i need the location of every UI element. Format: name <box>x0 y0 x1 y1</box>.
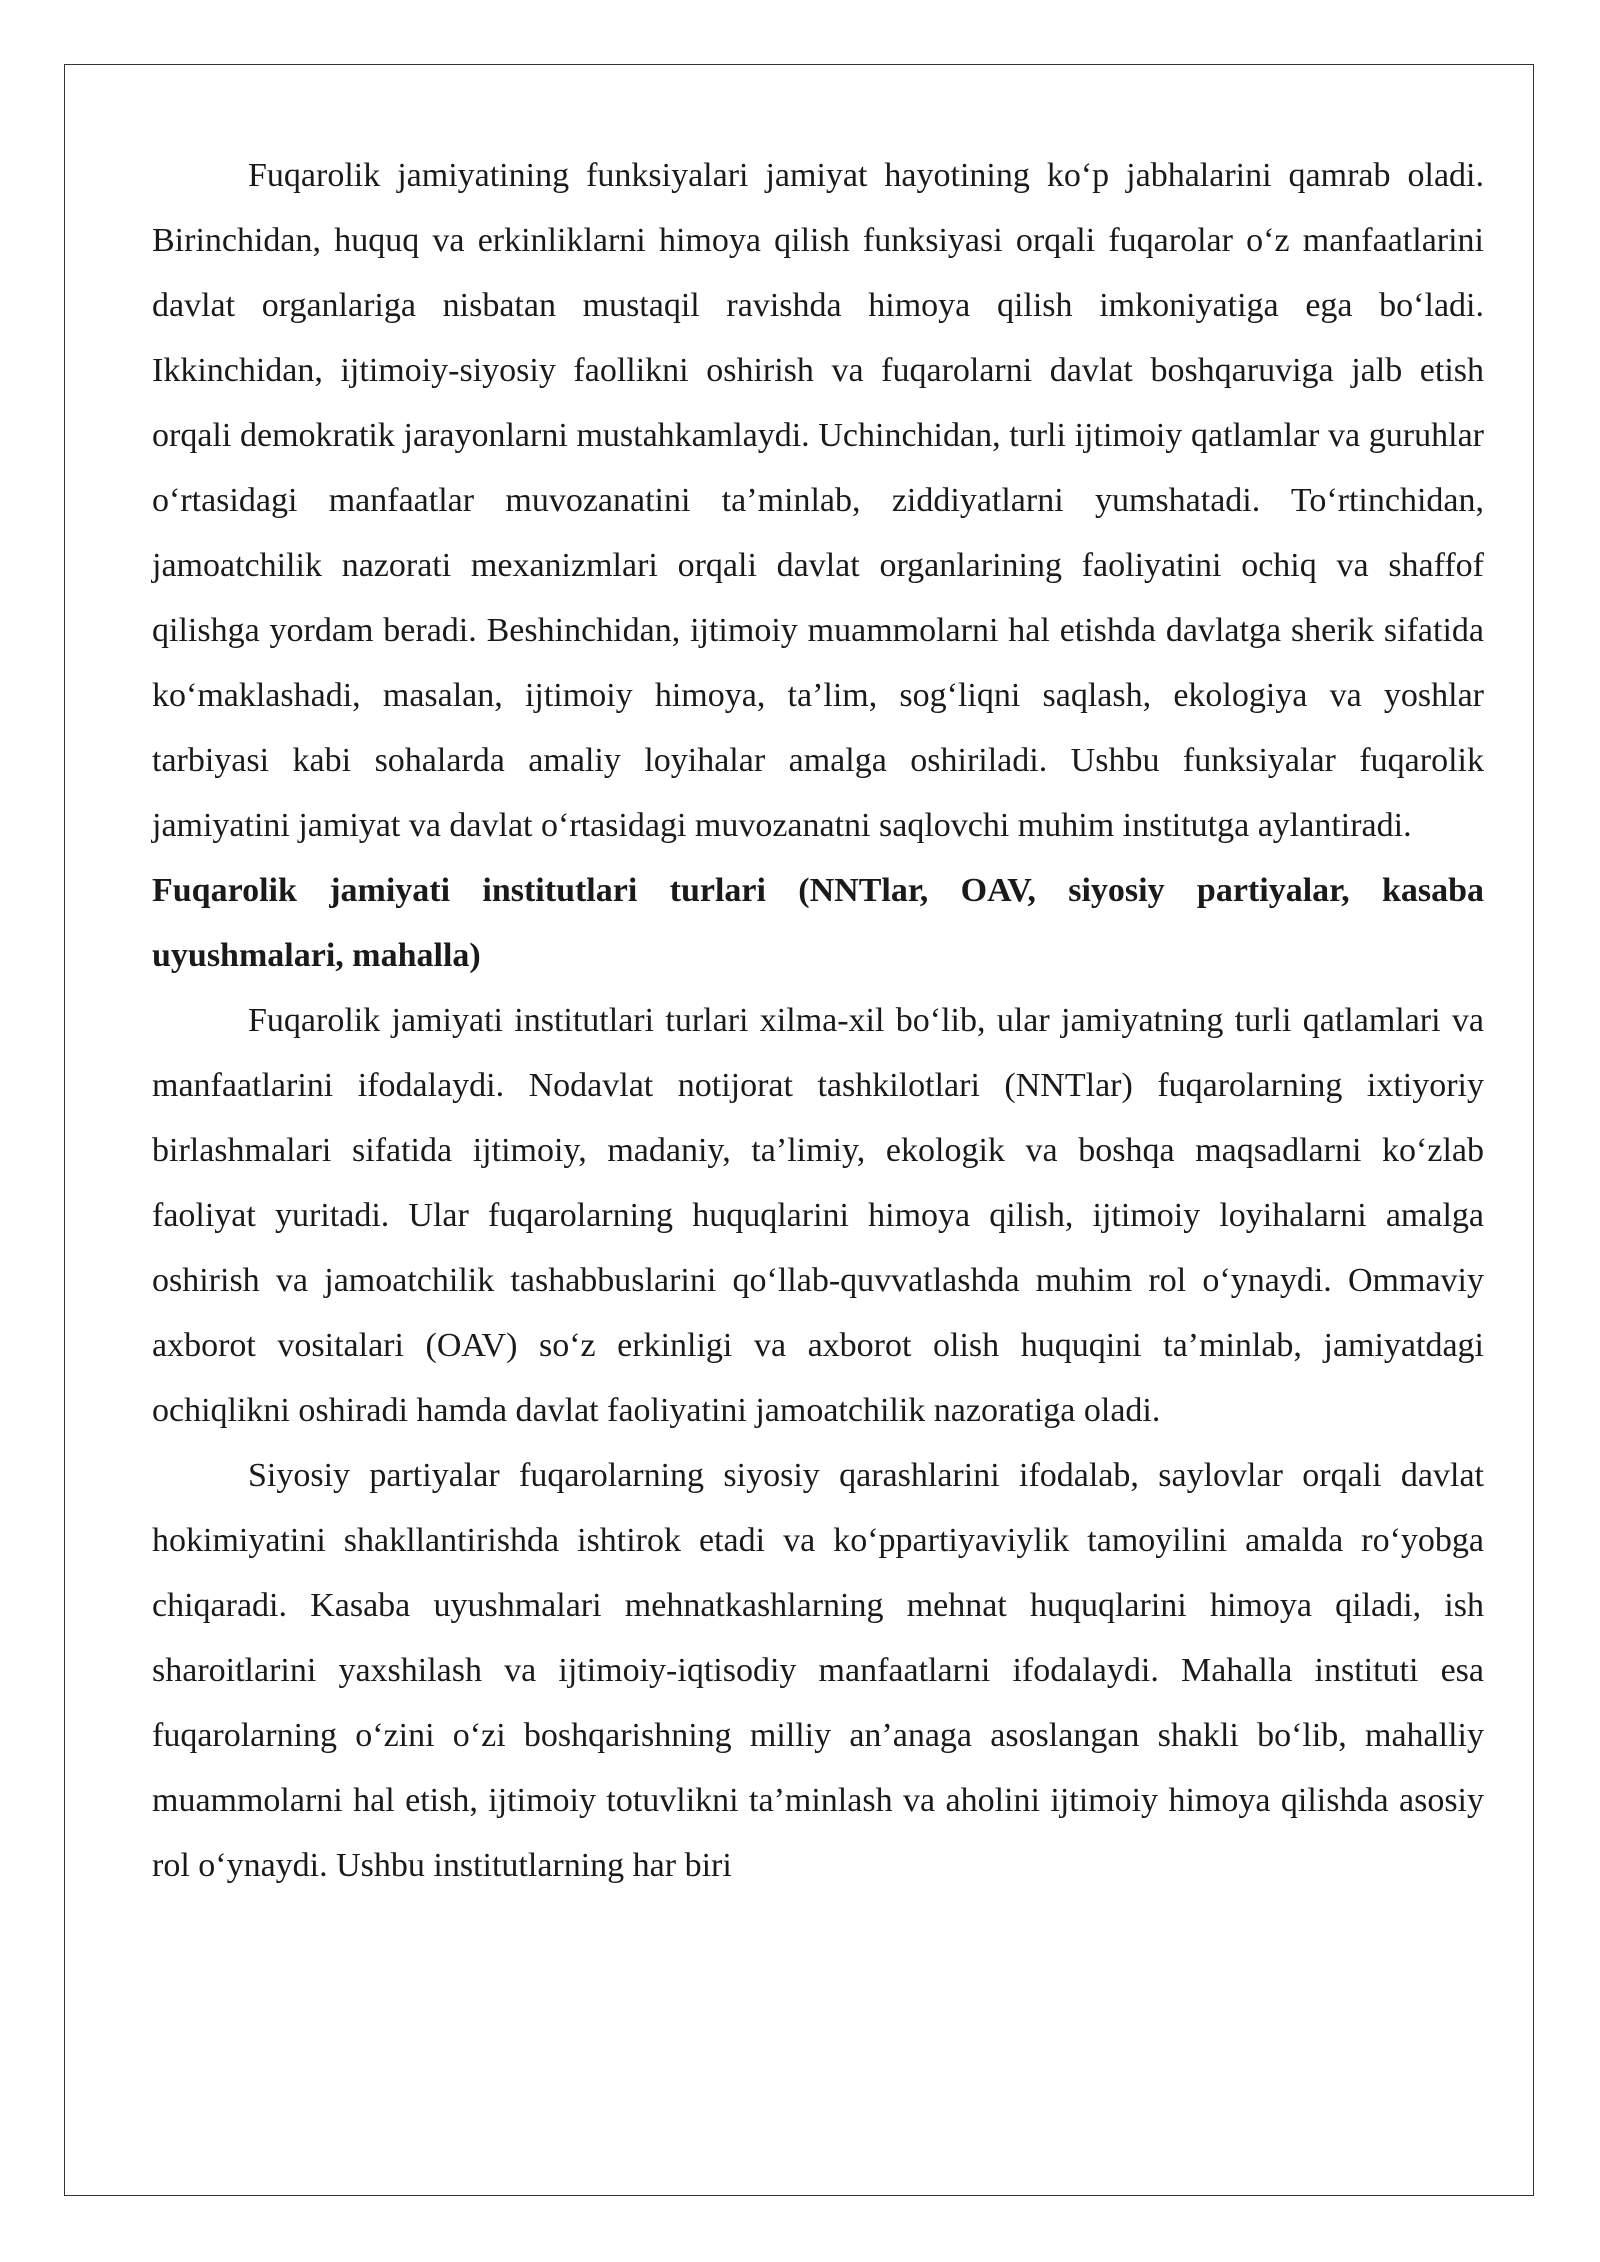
section-heading: Fuqarolik jamiyati institutlari turlari (NNTlar, OAV, siyosiy partiyalar, kasaba uyushmalari, mahalla) <box>152 872 1484 974</box>
paragraph-institution-types: Fuqarolik jamiyati institutlari turlari xilma-xil bo‘lib, ular jamiyatning turli qatlamlari va manfaatlarini ifodalaydi. Nodavlat notijorat tashkilotlari (NNTlar) fuqarolarning ixtiyoriy birlashmalari sifatida ijtimoiy, madaniy, ta’limiy, ekologik va boshqa maqsadlarni ko‘zlab faoliyat yuritadi. Ular fuqarolarning huquqlarini himoya qilish, ijtimoiy loyihalarni amalga oshirish va jamoatchilik tashabbuslarini qo‘llab-quvvatlashda muhim rol o‘ynaydi. Ommaviy axborot vositalari (OAV) so‘z erkinligi va axborot olish huquqini ta’minlab, jamiyatdagi ochiqlikni oshiradi hamda davlat faoliyatini jamoatchilik nazoratiga oladi. <box>152 1002 1484 1429</box>
document-body <box>152 143 1484 1898</box>
paragraph-parties-unions-mahalla: Siyosiy partiyalar fuqarolarning siyosiy qarashlarini ifodalab, saylovlar orqali davlat hokimiyatini shakllantirishda ishtirok etadi va ko‘ppartiyaviylik tamoyilini amalda ro‘yobga chiqaradi. Kasaba uyushmalari mehnatkashlarning mehnat huquqlarini himoya qiladi, ish sharoitlarini yaxshilash va ijtimoiy-iqtisodiy manfaatlarni ifodalaydi. Mahalla instituti esa fuqarolarning o‘zini o‘zi boshqarishning milliy an’anaga asoslangan shakli bo‘lib, mahalliy muammolarni hal etish, ijtimoiy totuvlikni ta’minlash va aholini ijtimoiy himoya qilishda asosiy rol o‘ynaydi. Ushbu institutlarning har biri <box>152 1457 1484 1884</box>
paragraph-functions: Fuqarolik jamiyatining funksiyalari jamiyat hayotining ko‘p jabhalarini qamrab oladi. Birinchidan, huquq va erkinliklarni himoya qilish funksiyasi orqali fuqarolar o‘z manfaatlarini davlat organlariga nisbatan mustaqil ravishda himoya qilish imkoniyatiga ega bo‘ladi. Ikkinchidan, ijtimoiy-siyosiy faollikni oshirish va fuqarolarni davlat boshqaruviga jalb etish orqali demokratik jarayonlarni mustahkamlaydi. Uchinchidan, turli ijtimoiy qatlamlar va guruhlar o‘rtasidagi manfaatlar muvozanatini ta’minlab, ziddiyatlarni yumshatadi. To‘rtinchidan, jamoatchilik nazorati mexanizmlari orqali davlat organlarining faoliyatini ochiq va shaffof qilishga yordam beradi. Beshinchidan, ijtimoiy muammolarni hal etishda davlatga sherik sifatida ko‘maklashadi, masalan, ijtimoiy himoya, ta’lim, sog‘liqni saqlash, ekologiya va yoshlar tarbiyasi kabi sohalarda amaliy loyihalar amalga oshiriladi. Ushbu funksiyalar fuqarolik jamiyatini jamiyat va davlat o‘rtasidagi muvozanatni saqlovchi muhim institutga aylantiradi. <box>152 157 1484 844</box>
